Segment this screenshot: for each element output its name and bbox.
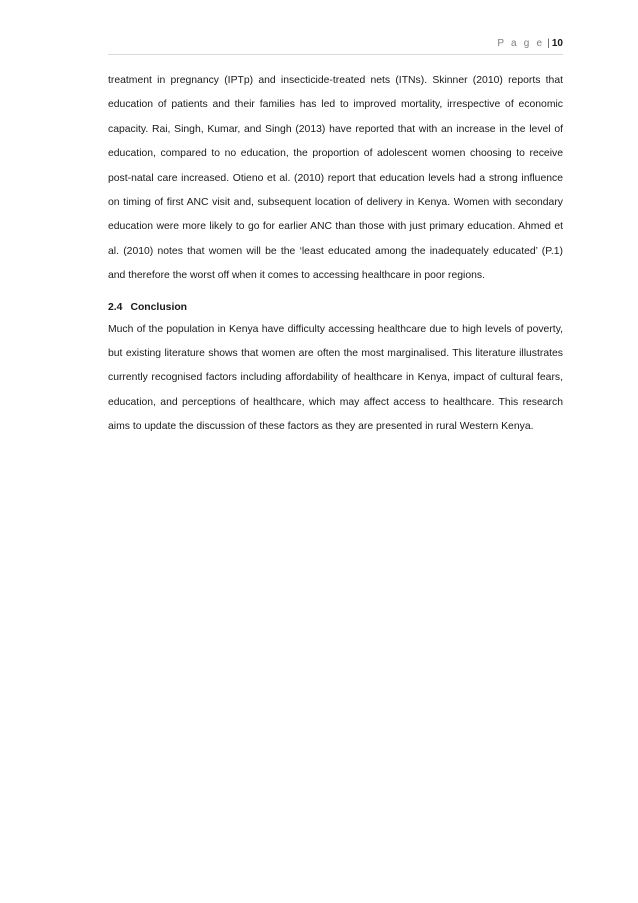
- section-title: Conclusion: [130, 301, 188, 313]
- page-separator: |: [547, 38, 550, 49]
- section-number: 2.4: [108, 301, 123, 313]
- page-label: P a g e: [497, 38, 545, 49]
- page-header: [108, 38, 563, 55]
- page-content: [108, 69, 563, 440]
- section-heading: [108, 298, 563, 318]
- page-number: 10: [551, 38, 563, 49]
- body-paragraph: treatment in pregnancy (IPTp) and insecticide-treated nets (ITNs). Skinner (2010) reports that education of patients and their families has led to improved mortality, irrespective of economic capacity. Rai, Singh, Kumar, and Singh (2013) have reported that with an increase in the level of education, compared to no education, the proportion of adolescent women choosing to receive post-natal care increased. Otieno et al. (2010) report that education levels had a strong influence on timing of first ANC visit and, subsequent location of delivery in Kenya. Women with secondary education were more likely to go for earlier ANC than those with just primary education. Ahmed et al. (2010) notes that women will be the ‘least educated among the inadequately educated’ (P.1) and therefore the worst off when it comes to accessing healthcare in poor regions.: [108, 75, 563, 282]
- conclusion-paragraph: Much of the population in Kenya have difficulty accessing healthcare due to high levels of poverty, but existing literature shows that women are often the most marginalised. This literature illustrates currently recognised factors including affordability of healthcare in Kenya, impact of cultural fears, education, and perceptions of healthcare, which may affect access to healthcare. This research aims to update the discussion of these factors as they are presented in rural Western Kenya.: [108, 323, 563, 433]
